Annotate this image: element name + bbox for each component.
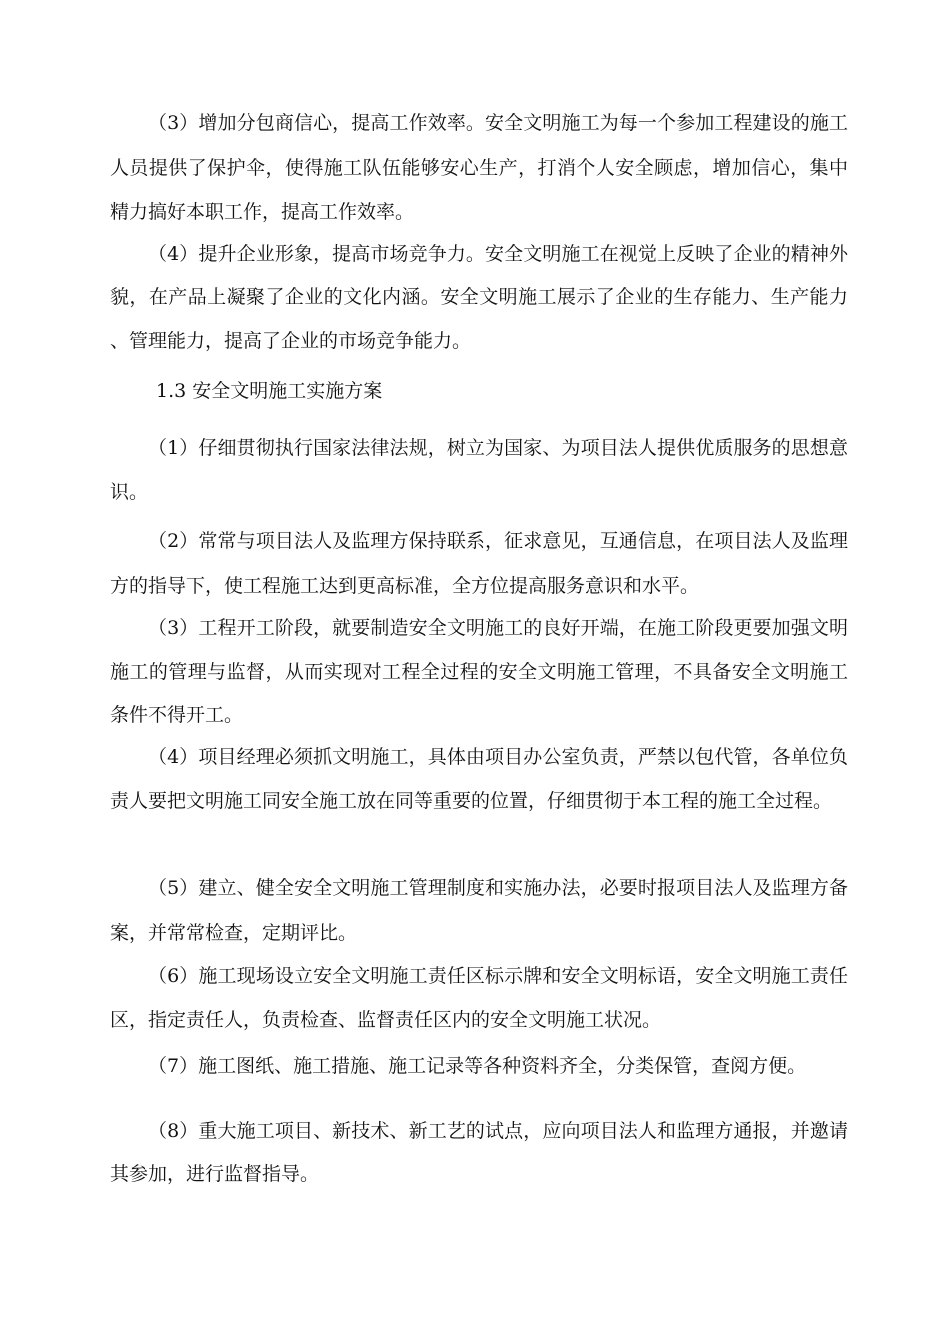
paragraph-benefit-4: （4）提升企业形象，提高市场竞争力。安全文明施工在视觉上反映了企业的精神外貌，在产品上凝聚了企业的文化内涵。安全文明施工展示了企业的生存能力、生产能力、管理能力，提高了企业的市场竞争能力。 — [110, 243, 848, 352]
paragraph-plan-7: （7）施工图纸、施工措施、施工记录等各种资料齐全，分类保管，查阅方便。 — [148, 1055, 807, 1077]
paragraph-plan-1: （1）仔细贯彻执行国家法律法规，树立为国家、为项目法人提供优质服务的思想意识。 — [110, 437, 848, 503]
paragraph-plan-5: （5）建立、健全安全文明施工管理制度和实施办法，必要时报项目法人及监理方备案，并常常检查，定期评比。 — [110, 877, 848, 944]
section-heading: 1.3 安全文明施工实施方案 — [156, 380, 383, 402]
paragraph-plan-3: （3）工程开工阶段，就要制造安全文明施工的良好开端，在施工阶段更要加强文明施工的管理与监督，从而实现对工程全过程的安全文明施工管理，不具备安全文明施工条件不得开工。 — [110, 617, 848, 726]
paragraph-plan-8: （8）重大施工项目、新技术、新工艺的试点，应向项目法人和监理方通报，并邀请其参加，进行监督指导。 — [110, 1120, 848, 1186]
paragraph-plan-6: （6）施工现场设立安全文明施工责任区标示牌和安全文明标语，安全文明施工责任区，指定责任人，负责检查、监督责任区内的安全文明施工状况。 — [110, 965, 848, 1031]
paragraph-plan-4: （4）项目经理必须抓文明施工，具体由项目办公室负责，严禁以包代管，各单位负责人要把文明施工同安全施工放在同等重要的位置，仔细贯彻于本工程的施工全过程。 — [110, 746, 848, 812]
paragraph-benefit-3: （3）增加分包商信心，提高工作效率。安全文明施工为每一个参加工程建设的施工人员提供了保护伞，使得施工队伍能够安心生产，打消个人安全顾虑，增加信心，集中精力搞好本职工作，提高工作效率。 — [110, 112, 848, 223]
paragraph-plan-2: （2）常常与项目法人及监理方保持联系，征求意见，互通信息，在项目法人及监理方的指导下，使工程施工达到更高标准，全方位提高服务意识和水平。 — [110, 530, 848, 597]
